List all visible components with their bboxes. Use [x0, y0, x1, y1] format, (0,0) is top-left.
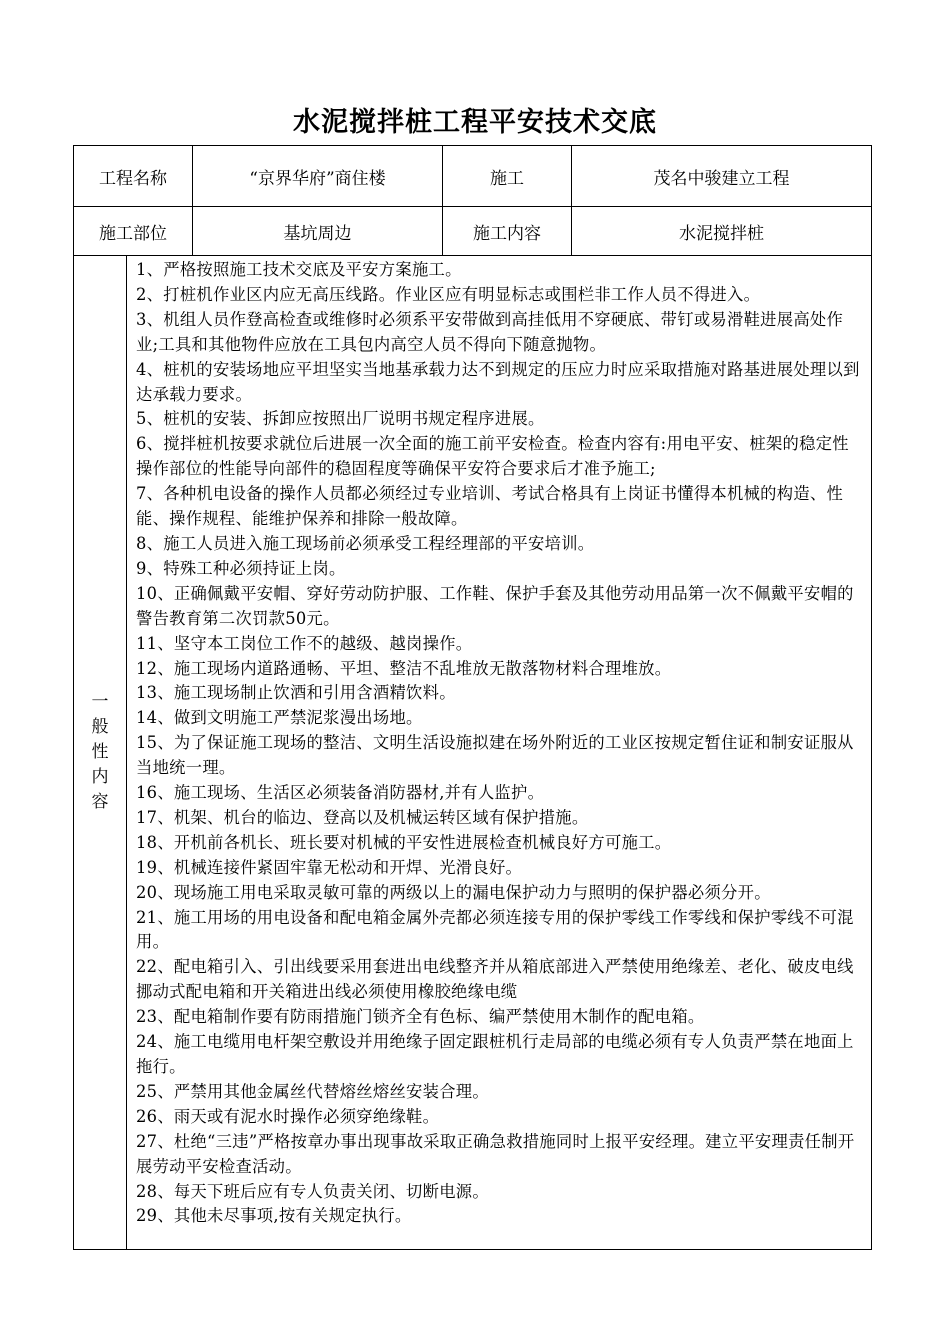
list-item: 3、机组人员作登高检查或维修时必须系平安带做到高挂低用不穿硬底、带钉或易滑鞋进展高处作业;工具和其他物件应放在工具包内高空人员不得向下随意抛物。 [136, 309, 844, 354]
work-value: 水泥搅拌桩 [572, 207, 872, 256]
list-item: 15、为了保证施工现场的整洁、文明生活设施拟建在场外附近的工业区按规定暂住证和制安证服从当地统一理。 [136, 733, 854, 778]
list-item: 19、机械连接件紧固牢靠无松动和开焊、光滑良好。 [136, 857, 523, 877]
list-item: 27、杜绝“三违”严格按章办事出现事故采取正确急救措施同时上报平安经理。建立平安理责任制开展劳动平安检查活动。 [136, 1131, 855, 1176]
project-name-value: “京界华府”商住楼 [193, 146, 443, 207]
project-name-label: 工程名称 [74, 146, 193, 207]
list-item: 24、施工电缆用电杆架空敷设并用绝缘子固定跟桩机行走局部的电缆必须有专人负责严禁在地面上拖行。 [136, 1032, 854, 1076]
list-item: 7、各种机电设备的操作人员都必须经过专业培训、考试合格具有上岗证书懂得本机械的构造、性能、操作规程、能维护保养和排除一般故障。 [136, 484, 844, 529]
list-item: 9、特殊工种必须持证上岗。 [136, 558, 346, 578]
list-item: 6、搅拌桩机按要求就位后进展一次全面的施工前平安检查。检查内容有:用电平安、桩架的稳定性操作部位的性能导向部件的稳固程度等确保平安符合要求后才准予施工; [136, 434, 849, 479]
list-item: 13、施工现场制止饮酒和引用含酒精饮料。 [136, 683, 456, 703]
header-row-location [74, 207, 872, 256]
content-row [74, 256, 872, 1250]
item-list [127, 256, 871, 1229]
list-item: 28、每天下班后应有专人负责关闭、切断电源。 [136, 1181, 489, 1201]
list-item: 25、严禁用其他金属丝代替熔丝熔丝安装合理。 [136, 1081, 489, 1101]
list-item: 21、施工用场的用电设备和配电箱金属外壳都必须连接专用的保护零线工作零线和保护零线不可混用。 [136, 907, 854, 952]
contractor-value: 茂名中骏建立工程 [572, 146, 872, 207]
document-title: 水泥搅拌桩工程平安技术交底 [293, 107, 657, 138]
list-item: 4、桩机的安装场地应平坦坚实当地基承载力达不到规定的压应力时应采取措施对路基进展处理以到达承载力要求。 [136, 359, 860, 404]
list-item: 8、施工人员进入施工现场前必须承受工程经理部的平安培训。 [136, 533, 595, 553]
list-item: 18、开机前各机长、班长要对机械的平安性进展检查机械良好方可施工。 [136, 832, 672, 852]
list-item: 1、严格按照施工技术交底及平安方案施工。 [136, 260, 462, 279]
disclosure-table [73, 145, 872, 1250]
contractor-label: 施工 [443, 146, 572, 207]
list-item: 23、配电箱制作要有防雨措施门锁齐全有色标、编严禁使用木制作的配电箱。 [136, 1007, 705, 1027]
section-label: 一般性内容 [91, 692, 109, 812]
location-value: 基坑周边 [193, 207, 443, 256]
work-label: 施工内容 [443, 207, 572, 256]
header-row-project [74, 146, 872, 207]
list-item: 10、正确佩戴平安帽、穿好劳动防护服、工作鞋、保护手套及其他劳动用品第一次不佩戴平安帽的警告教育第二次罚款50元。 [136, 583, 854, 628]
list-item: 5、桩机的安装、拆卸应按照出厂说明书规定程序进展。 [136, 409, 545, 429]
location-label: 施工部位 [74, 207, 193, 256]
list-item: 26、雨天或有泥水时操作必须穿绝缘鞋。 [136, 1106, 440, 1126]
list-item: 16、施工现场、生活区必须装备消防器材,并有人监护。 [136, 783, 545, 803]
list-item: 29、其他未尽事项,按有关规定执行。 [136, 1206, 412, 1226]
list-item: 22、配电箱引入、引出线要采用套进出电线整齐并从箱底部进入严禁使用绝缘差、老化、破皮电线挪动式配电箱和开关箱进出线必须使用橡胶绝缘电缆 [136, 957, 854, 1002]
list-item: 11、坚守本工岗位工作不的越级、越岗操作。 [136, 633, 473, 653]
list-item: 12、施工现场内道路通畅、平坦、整洁不乱堆放无散落物材料合理堆放。 [136, 658, 672, 678]
section-label-cell [74, 256, 127, 1250]
list-item: 2、打桩机作业区内应无高压线路。作业区应有明显标志或围栏非工作人员不得进入。 [136, 284, 761, 304]
list-item: 14、做到文明施工严禁泥浆漫出场地。 [136, 708, 423, 728]
list-item: 17、机架、机台的临边、登高以及机械运转区域有保护措施。 [136, 807, 589, 827]
list-item: 20、现场施工用电采取灵敏可靠的两级以上的漏电保护动力与照明的保护器必须分开。 [136, 882, 771, 902]
content-cell [127, 256, 872, 1250]
